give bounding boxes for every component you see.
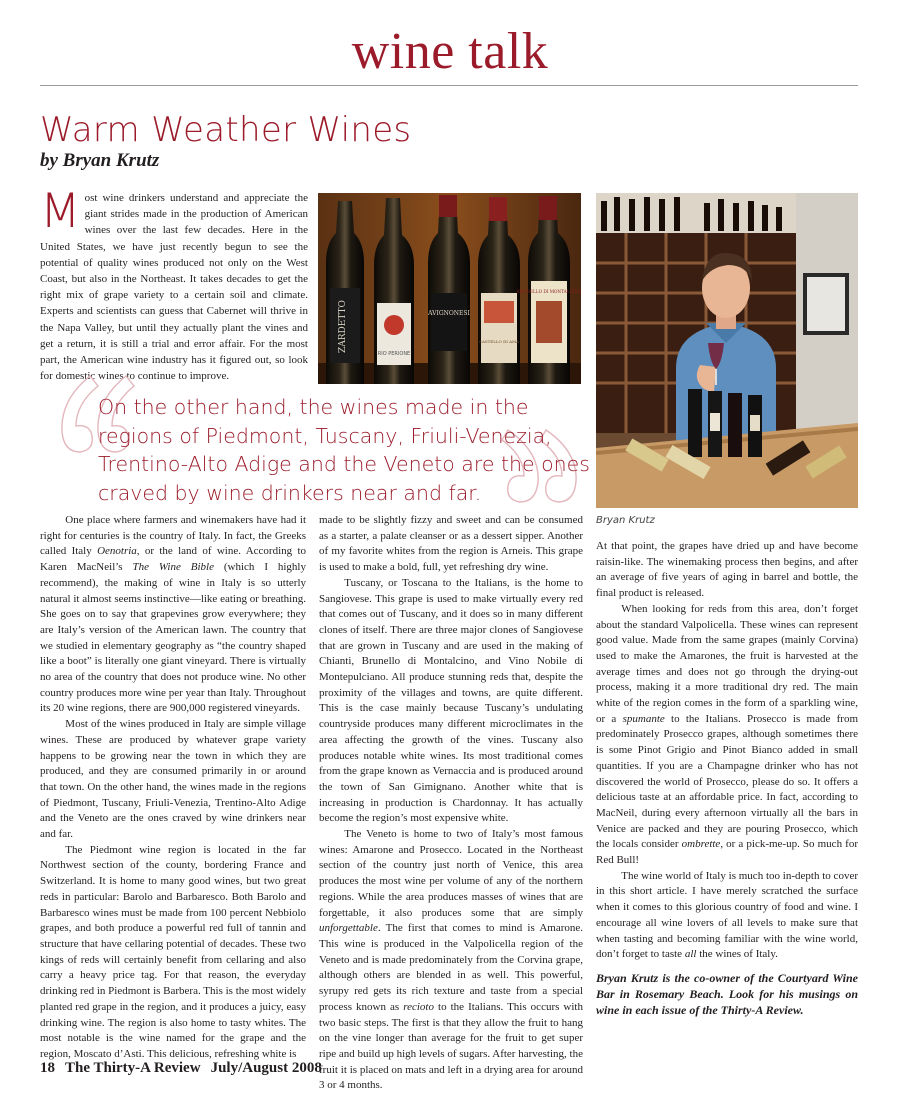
- bottle-label-2: RIO PERIONE: [377, 351, 411, 357]
- section-rule: [40, 85, 858, 86]
- bryan-krutz-photo: [596, 193, 858, 508]
- paragraph: Tuscany, or Toscana to the Italians, is the home to Sangiovese. This grape is used to make virtually every red that comes out of Tuscany, and it does so in many different clones of itself. There are three major clones of Sangiovese that are grown in Tuscany and are used in the making of Chianti, Brunello di Montalcino, and Vino Nobile di Montepulciano. All produce stunning reds that, despite the proximity of the villages and towns, are quite different. This is the case mainly because Tuscany’s undulating countryside produces many different microclimates in the area affecting the growth of the vines. Tuscany also produces notable white wines. Its most traditional comes from the grape known as Vernaccia and is produced around the town of San Gimignano. Another white that is increasing in production is Chardonnay. It has actually become the region’s most expensive white.: [319, 576, 583, 825]
- wine-bottles-photo: [318, 193, 581, 384]
- article-headline: Warm Weather Wines: [40, 110, 412, 150]
- section-title: wine talk: [351, 23, 549, 80]
- drop-cap: M: [40, 184, 81, 239]
- article-byline: by Bryan Krutz: [40, 150, 160, 171]
- page-number: 18: [40, 1060, 55, 1076]
- bottle-label-4: CASTELLO DI AMA: [478, 339, 520, 344]
- bottle-label-1: ZARDETTO: [338, 300, 348, 353]
- paragraph: At that point, the grapes have dried up and have become raisin-like. The winemaking process then begins, and after an average of five years of aging in barrel and bottle, the final product is released.: [596, 540, 858, 600]
- paragraph: Most of the wines produced in Italy are simple village wines. These are produced by whatever grape variety happens to be growing near the town in which they are produced, and they are consumed primarily in or around that town. On the other hand, the wines made in the regions of Piedmont, Tuscany, Friuli-Venezia, Trentino-Alto Adige and the Veneto are the ones craved by wine drinkers near and far.: [40, 718, 306, 841]
- article-column-2: [319, 513, 583, 1094]
- intro-paragraph: [40, 184, 308, 384]
- article-column-1: [40, 513, 306, 1063]
- page-footer: [40, 1060, 332, 1077]
- author-bio: Bryan Krutz is the co-owner of the Courtyard Wine Bar in Rosemary Beach. Look for his musings on wine in each issue of the Thirty-A Review.: [596, 971, 858, 1017]
- article-column-3: [596, 539, 858, 963]
- bottle-label-5: BRUNELLO DI MONTALCINO: [516, 289, 581, 294]
- pull-quote: On the other hand, the wines made in the regions of Piedmont, Tuscany, Friuli-Venezia, Trentino-Alto Adige and the Veneto are the ones craved by wine drinkers near and far.: [98, 395, 590, 505]
- publication-name: The Thirty-A Review: [65, 1060, 201, 1076]
- paragraph: made to be slightly fizzy and sweet and can be consumed as a starter, a palate cleanser or as a dessert sipper. Another of my favorite whites from the region is Arneis. This grape is used to make a bold, full, yet refreshing dry wine.: [319, 514, 583, 574]
- issue-date: July/August 2008: [210, 1060, 322, 1076]
- photo-credit: Bryan Krutz: [596, 515, 655, 526]
- paragraph: One place where farmers and winemakers have had it right for centuries is the country of Italy. In fact, the Greeks called Italy Oenotria, or the land of wine. According to Karen MacNeil’s The Wine Bible (which I highly recommend), the making of wine in Italy is so utterly natural it almost seems instinctive—like eating or breathing. She goes on to say that grapevines grow everywhere; they are Italy’s version of the American lawn. The country that we studied in elementary geography as “the country shaped like a boot” is literally one giant vineyard. There is virtually no area of the country that does not produce wine. No other country produces more wine per year than Italy. Throughout its 20 wine regions, there are 900,000 registered vineyards.: [40, 514, 306, 715]
- intro-text: ost wine drinkers understand and appreciate the giant strides made in the production of American wines over the last few decades. Here in the United States, we have just recently begun to see the potential of quality wines produced not only on the West Coast, but also in the Northeast. It takes decades to get the right mix of grape variety to a certain soil and climate. Experts and scientists can guess that Cabernet will thrive in the Napa Valley, but until they actually plant the vines and get a return, it is still a trial and error affair. For the most part, the American wine industry has it figured out, so look for domestic wines to continue to improve.: [40, 192, 308, 383]
- paragraph: When looking for reds from this area, don’t forget about the standard Valpolicella. These wines can represent good value. Made from the same grapes (mainly Corvina) used to make the Amarones, the fruit is harvested at the average times and does not go through the drying-out process, making it a more traditional dry red. The main white of the region comes in the form of a sparkling wine, or a spumante to the Italians. Prosecco is made from predominately Prosecco grapes, although sometimes there is some Pinot Grigio and Pinot Bianco added in small quantities. If you are a Champagne drinker who has not discovered the world of Prosecco, please do so. It offers a delicious taste at an affordable price. In fact, according to MacNeil, during every afternoon virtually all the bars in Venice are packed and they are pouring Prosecco, which the locals consider ombrette, or a pick-me-up. So much for Red Bull!: [596, 602, 859, 867]
- paragraph: The Veneto is home to two of Italy’s most famous wines: Amarone and Prosecco. Located in the Northeast section of the country just north of Venice, this area produces the most wine per volume of any of the northern regions. While the area produces masses of wines that are forgettable, it also produces some that are simply unforgettable. The first that comes to mind is Amarone. This wine is produced in the Valpolicella region of the Veneto and is made predominately from the Corvina grape, although others are blended in as well. This powerful, syrupy red gets its rich texture and taste from a special process known as recioto to the Italians. This occurs with two basic steps. The first is that they allow the fruit to hang on the vine longer than average for the fruit to get super ripe and build up high levels of sugars. After harvesting, the fruit it is placed on mats and left in a drying area for around 3 or 4 months.: [319, 828, 583, 1092]
- paragraph: The wine world of Italy is much too in-depth to cover in this short article. I have merely scratched the surface when it comes to this glorious country of food and wine. I encourage all wine lovers of all levels to make sure that when tasting and becoming familiar with the wine world, don’t forget to taste all the wines of Italy.: [596, 869, 858, 961]
- paragraph: The Piedmont wine region is located in the far Northwest section of the county, bordering France and Switzerland. It is home to many good wines, but two great reds in particular: Barolo and Barbaresco. Both Barolo and Barbaresco wines must be made from 100 percent Nebbiolo grapes, and both produce a powerful red full of tannin and structure that have cellaring potential of decades. These two kings of reds will certainly benefit from cellaring and also carry a heavy price tag. For that reason, the everyday drinking red in Piedmont is Barbera. This is the most widely planted red grape in the region, and it produces a juicy, easy drinking wine. The region is also home to tasty whites. The most notable is the wine named for the grape and the region, Moscato d’Asti. This delicious, refreshing white is: [40, 843, 306, 1060]
- bottle-label-3: AVIGNONESI: [428, 310, 470, 317]
